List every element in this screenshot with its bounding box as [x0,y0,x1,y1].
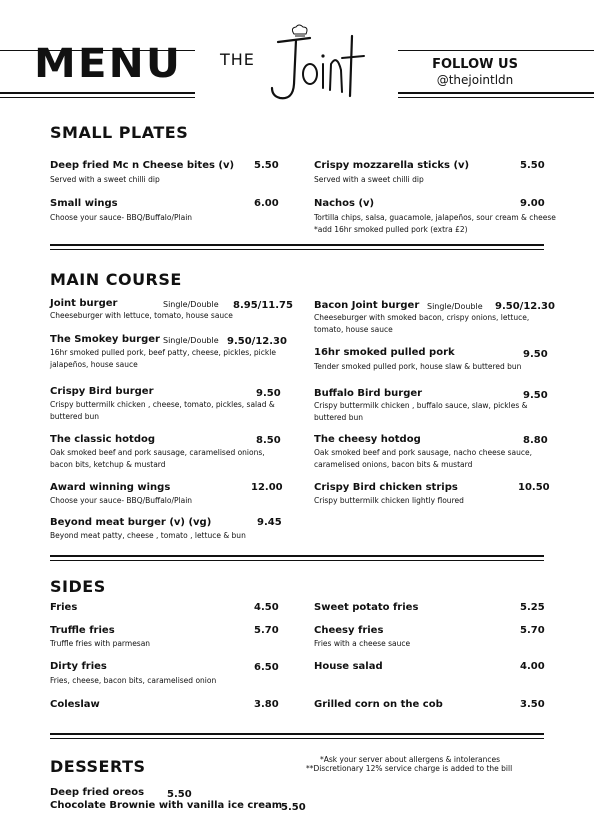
item-size-option: Single/Double [163,336,219,345]
item-description: Choose your sauce- BBQ/Buffalo/Plain [50,496,193,505]
item-description: Fries with a cheese sauce [314,639,411,648]
item-name: Beyond meat burger (v) (vg) [50,517,212,528]
item-description: Served with a sweet chilli dip [314,175,424,184]
item-name: Sweet potato fries [314,602,419,613]
item-price: 5.25 [520,602,545,613]
section-title-main-course: MAIN COURSE [50,270,182,289]
item-name: Dirty fries [50,661,107,672]
item-price: 4.00 [520,661,545,672]
follow-us-label: FOLLOW US [432,57,518,72]
item-price: 6.50 [254,662,279,673]
item-name: The cheesy hotdog [314,434,421,445]
item-name: House salad [314,661,383,672]
item-description: Crispy buttermilk chicken lightly floured [314,496,464,505]
section-divider [50,560,544,561]
item-description: Served with a sweet chilli dip [50,175,160,184]
menu-title: MENU [34,41,183,87]
header-rule-right-top [398,50,594,51]
item-description: Choose your sauce- BBQ/Buffalo/Plain [50,213,193,222]
item-name: Truffle fries [50,625,115,636]
logo-joint-wordmark [210,14,370,114]
item-price: 3.80 [254,699,279,710]
item-price: 5.70 [520,625,545,636]
item-price: 3.50 [520,699,545,710]
item-name: Joint burger [50,298,118,309]
item-description: Tortilla chips, salsa, guacamole, jalapeños, sour cream & cheese *add 16hr smoked pulled pork (extra £2) [314,213,556,234]
item-name: Grilled corn on the cob [314,699,443,710]
item-name: Crispy Bird burger [50,386,154,397]
item-price: 9.50 [523,390,548,401]
item-price: 8.95/11.75 [233,300,293,311]
item-price: 12.00 [251,482,283,493]
item-price: 9.50/12.30 [495,301,555,312]
item-price: 9.50 [523,349,548,360]
section-title-small-plates: SMALL PLATES [50,123,189,142]
item-price: 9.00 [520,198,545,209]
item-price: 5.50 [281,802,306,813]
item-price: 9.45 [257,517,282,528]
item-price: 10.50 [518,482,550,493]
header-rule-left-bottom [0,92,195,94]
item-description: Cheeseburger with lettuce, tomato, house sauce [50,311,233,320]
item-name: Chocolate Brownie with vanilla ice cream [50,800,283,811]
service-charge-note: **Discretionary 12% service charge is added to the bill [306,764,513,773]
item-name: Award winning wings [50,482,171,493]
section-divider [50,738,544,739]
section-divider [50,555,544,557]
item-name: Crispy Bird chicken strips [314,482,458,493]
item-name: Fries [50,602,78,613]
follow-us-block [400,57,550,87]
item-name: Crispy mozzarella sticks (v) [314,160,470,171]
item-description: Beyond meat patty, cheese , tomato , lettuce & bun [50,531,246,540]
item-price: 5.70 [254,625,279,636]
item-description: Oak smoked beef and pork sausage, nacho cheese sauce, caramelised onions, bacon bits & mustard [314,448,533,469]
item-name: Cheesy fries [314,625,384,636]
item-price: 9.50 [256,388,281,399]
social-handle[interactable]: @thejointldn [436,73,514,87]
item-description: Crispy buttermilk chicken , buffalo sauce, slaw, pickles & buttered bun [314,401,528,422]
item-description: Oak smoked beef and pork sausage, caramelised onions, bacon bits, ketchup & mustard [50,448,265,469]
item-name: Buffalo Bird burger [314,388,423,399]
item-description: Crispy buttermilk chicken , cheese, tomato, pickles, salad & buttered bun [50,400,275,421]
item-description: Tender smoked pulled pork, house slaw & buttered bun [314,362,522,371]
item-description: Fries, cheese, bacon bits, caramelised onion [50,676,217,685]
item-description: Truffle fries with parmesan [50,639,151,648]
logo [210,14,370,114]
item-price: 8.80 [523,435,548,446]
item-name: Deep fried oreos [50,787,145,798]
item-description: 16hr smoked pulled pork, beef patty, cheese, pickles, pickle jalapeños, house sauce [50,348,276,369]
header-rule-right-bottom [398,92,594,94]
item-name: Deep fried Mc n Cheese bites (v) [50,160,235,171]
logo-the-text: THE [220,50,255,69]
item-name: Small wings [50,198,118,209]
allergen-note: *Ask your server about allergens & intolerances [320,755,501,764]
section-divider [50,244,544,246]
item-size-option: Single/Double [427,302,483,311]
section-title-desserts: DESSERTS [50,757,146,776]
item-name: Nachos (v) [314,198,375,209]
item-price: 6.00 [254,198,279,209]
item-size-option: Single/Double [163,300,219,309]
item-name: Bacon Joint burger [314,300,420,311]
item-price: 8.50 [256,435,281,446]
item-price: 4.50 [254,602,279,613]
chef-hat-icon [292,25,307,36]
section-title-sides: SIDES [50,577,106,596]
header-rule-left-bottom2 [0,97,195,98]
section-divider [50,733,544,735]
item-description: Cheeseburger with smoked bacon, crispy onions, lettuce, tomato, house sauce [314,313,530,334]
item-price: 9.50/12.30 [227,336,287,347]
item-price: 5.50 [167,789,192,800]
item-price: 5.50 [520,160,545,171]
item-name: The Smokey burger [50,334,160,345]
header-rule-right-bottom2 [398,97,594,98]
item-name: Coleslaw [50,699,100,710]
item-name: The classic hotdog [50,434,156,445]
section-divider [50,249,544,250]
item-name: 16hr smoked pulled pork [314,347,455,358]
item-price: 5.50 [254,160,279,171]
